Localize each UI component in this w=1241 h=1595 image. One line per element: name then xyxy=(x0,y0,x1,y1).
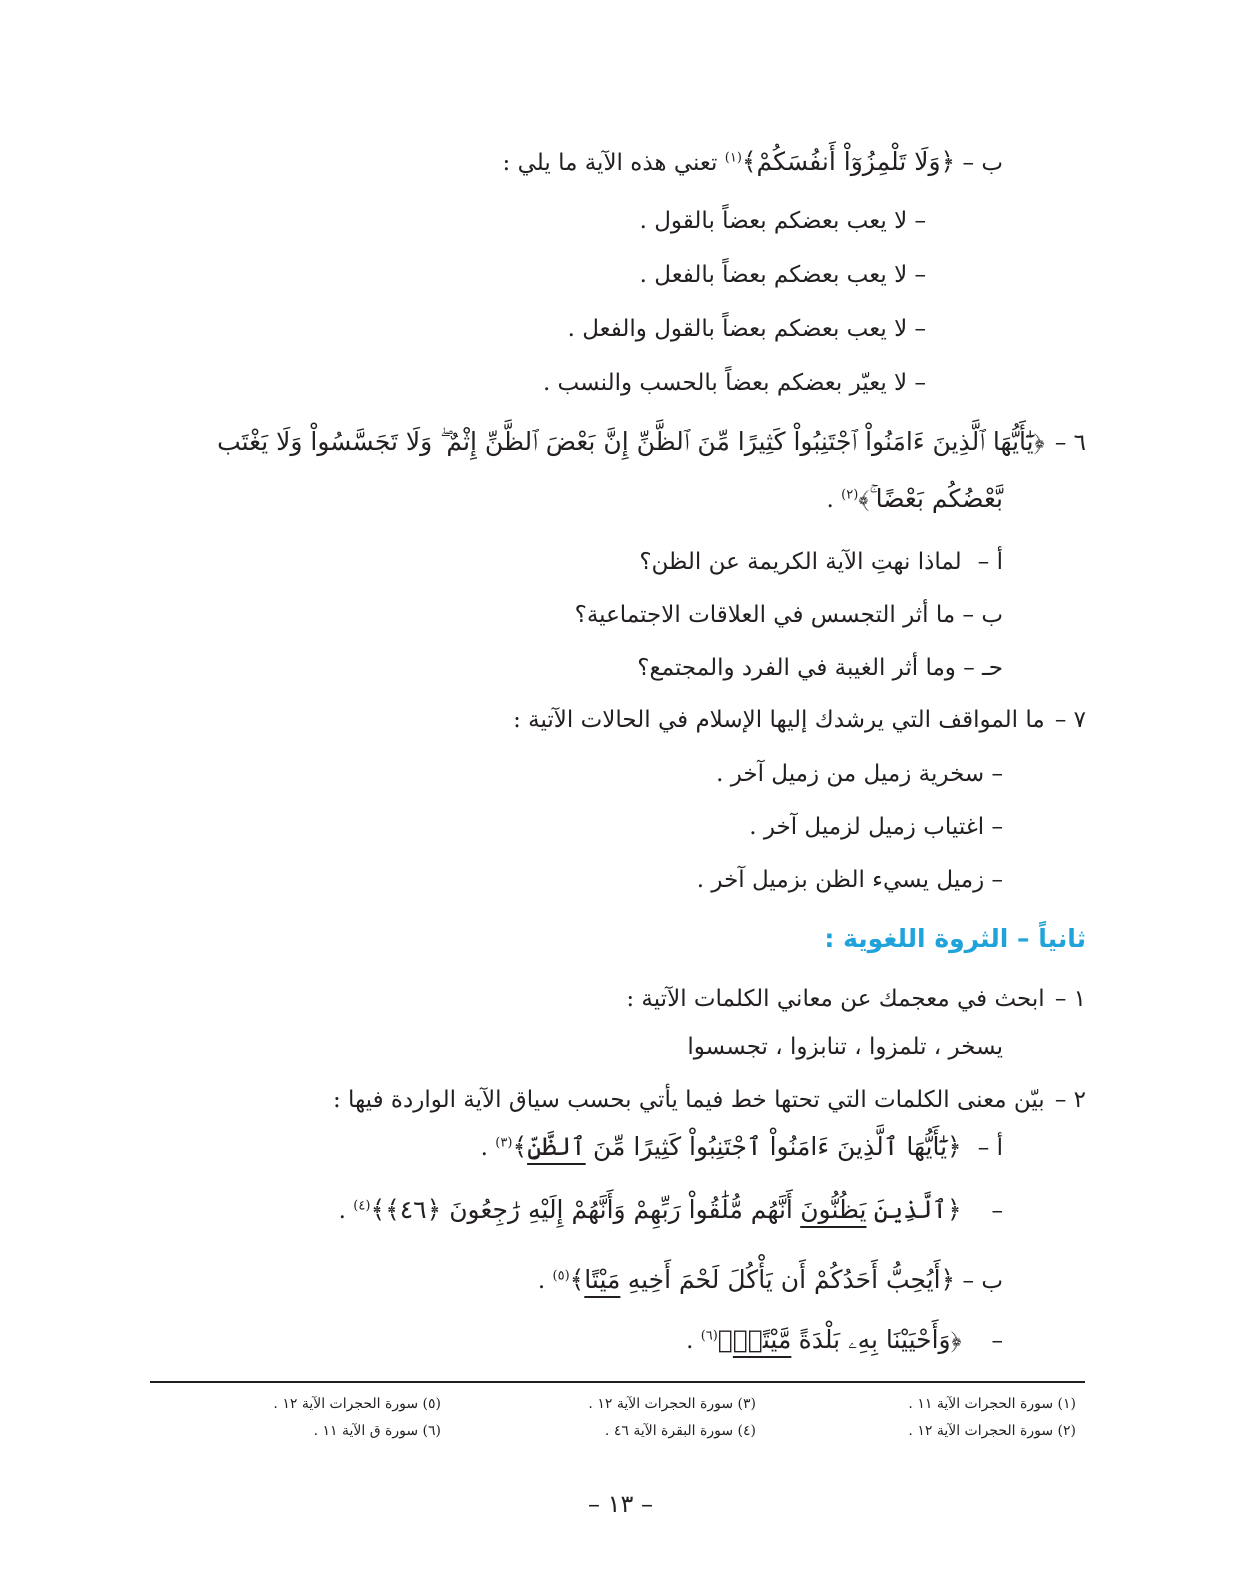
quran-verse: ﴿وَلَا تَلْمِزُوٓاْ أَنفُسَكُمْ﴾ xyxy=(741,147,956,176)
underlined-word: ٱلظَّنِّ xyxy=(527,1132,586,1161)
option-item: – لا يعيّر بعضكم بعضاً بالحسب والنسب . xyxy=(542,370,926,396)
sub-question-label: ب – xyxy=(962,602,1003,628)
vocab-words: يسخر ، تلمزوا ، تنابزوا ، تجسسوا xyxy=(687,1034,1003,1060)
list-item: – زميل يسيء الظن بزميل آخر . xyxy=(696,867,1003,893)
footnote-ref: (١) xyxy=(724,150,742,166)
underlined-word: مَيْتًا xyxy=(584,1265,621,1294)
question-7-line xyxy=(513,703,1086,737)
option-item: – لا يعب بعضكم بعضاً بالفعل . xyxy=(639,262,926,288)
question-b-line xyxy=(503,145,1003,180)
footnote-ref: (٤) xyxy=(353,1198,371,1214)
footnote: (٥) سورة الحجرات الآية ١٢ . xyxy=(273,1396,441,1412)
underlined-word: مَّيْتًا xyxy=(732,1325,792,1354)
question-text: ما المواقف التي يرشدك إليها الإسلام في الحالات الآتية : xyxy=(513,707,1045,733)
sub-question-label: أ – xyxy=(977,549,1003,575)
footnote: (٦) سورة ق الآية ١١ . xyxy=(313,1423,441,1439)
quran-verse: ﴿يَٰٓأَيُّهَا ٱلَّذِينَ ءَامَنُواْ ٱجْتَنِبُواْ كَثِيرًا مِّنَ ٱلظَّنِّ إِنَّ بَعْضَ ٱلظَّنِّ إِثْمٌ ۖ وَلَا تَجَسَّسُواْ وَلَا يَغْتَب xyxy=(217,427,1045,456)
vocab-a-line-1: أ – ﴿يَٰٓأَيُّهَا ٱلَّذِينَ ءَامَنُواْ ٱجْتَنِبُواْ كَثِيرًا مِّنَ ٱلظَّنِّ﴾$^{(٣)}$ . xyxy=(481,1130,1003,1165)
underlined-word: يَظُنُّونَ xyxy=(800,1195,867,1224)
question-text: ابحث في معجمك عن معاني الكلمات الآتية : xyxy=(626,986,1045,1012)
dash: – xyxy=(991,1328,1003,1354)
question-number: ٢ – xyxy=(1054,1087,1086,1113)
sub-question-label: حـ – xyxy=(963,655,1003,681)
sub-question xyxy=(637,651,1003,685)
option-item: – لا يعب بعضكم بعضاً بالقول . xyxy=(639,208,926,234)
sub-question xyxy=(575,598,1003,632)
section-heading: ثانياً – الثروة اللغوية : xyxy=(824,924,1086,953)
question-number: ٦ – xyxy=(1054,430,1086,456)
question-number: ٧ – xyxy=(1054,707,1086,733)
footnote: (٤) سورة البقرة الآية ٤٦ . xyxy=(604,1423,756,1439)
vocab-a-line-2: – ﴿ٱلَّذِينَ يَظُنُّونَ أَنَّهُم مُّلَٰقُواْ رَبِّهِمْ وَأَنَّهُمْ إِلَيْهِ رَٰجِعُونَ ﴿٤٦﴾﴾$^{(٤)}$ . xyxy=(339,1193,1003,1228)
sub-question-text: وما أثر الغيبة في الفرد والمجتمع؟ xyxy=(637,655,956,681)
question-6-line xyxy=(217,425,1086,460)
sub-question-text: ما أثر التجسس في العلاقات الاجتماعية؟ xyxy=(574,602,956,628)
question-text: بيّن معنى الكلمات التي تحتها خط فيما يأتي بحسب سياق الآية الواردة فيها : xyxy=(333,1087,1045,1113)
sub-question xyxy=(639,545,1003,579)
vocab-question-1 xyxy=(626,982,1086,1016)
sub-question-text: لماذا نهتِ الآية الكريمة عن الظن؟ xyxy=(639,549,962,575)
vocab-b-line-2: – ﴿وَأَحْيَيْنَا بِهِۦ بَلْدَةً مَّيْتًاۚ﴾$^{(٦)}$ . xyxy=(686,1323,1003,1358)
footnote: (٢) سورة الحجرات الآية ١٢ . xyxy=(908,1423,1076,1439)
question-number: ١ – xyxy=(1054,986,1086,1012)
option-item: – لا يعب بعضكم بعضاً بالقول والفعل . xyxy=(567,316,926,342)
footnote-ref: (٦) xyxy=(700,1328,718,1344)
footnote: (٣) سورة الحجرات الآية ١٢ . xyxy=(588,1396,756,1412)
question-b-label: ب – xyxy=(962,150,1003,176)
list-item: – سخرية زميل من زميل آخر . xyxy=(716,761,1003,787)
footnote-ref: (٥) xyxy=(552,1268,570,1284)
question-6-line-2: بَّعْضُكُم بَعْضًا ۚ﴾$^{(٢)}$ . xyxy=(826,484,1003,513)
vocab-b-line-1: ب – ﴿أَيُحِبُّ أَحَدُكُمْ أَن يَأْكُلَ لَحْمَ أَخِيهِ مَيْتًا﴾$^{(٥)}$ . xyxy=(538,1263,1003,1298)
vocab-question-2 xyxy=(333,1083,1086,1117)
quran-verse: بَّعْضُكُم بَعْضًا ۚ﴾ xyxy=(858,484,1003,513)
footnote-ref: (٣) xyxy=(495,1135,513,1151)
sub-question-label: أ – xyxy=(977,1135,1003,1161)
footnote: (١) سورة الحجرات الآية ١١ . xyxy=(908,1396,1076,1412)
question-text: تعني هذه الآية ما يلي : xyxy=(502,150,718,176)
sub-question-label: ب – xyxy=(962,1268,1003,1294)
list-item: – اغتياب زميل لزميل آخر . xyxy=(749,814,1003,840)
footnote-divider xyxy=(150,1381,1085,1383)
footnote-ref: (٢) xyxy=(841,487,859,503)
dash: – xyxy=(991,1198,1003,1224)
page-number: – ١٣ – xyxy=(587,1490,654,1518)
